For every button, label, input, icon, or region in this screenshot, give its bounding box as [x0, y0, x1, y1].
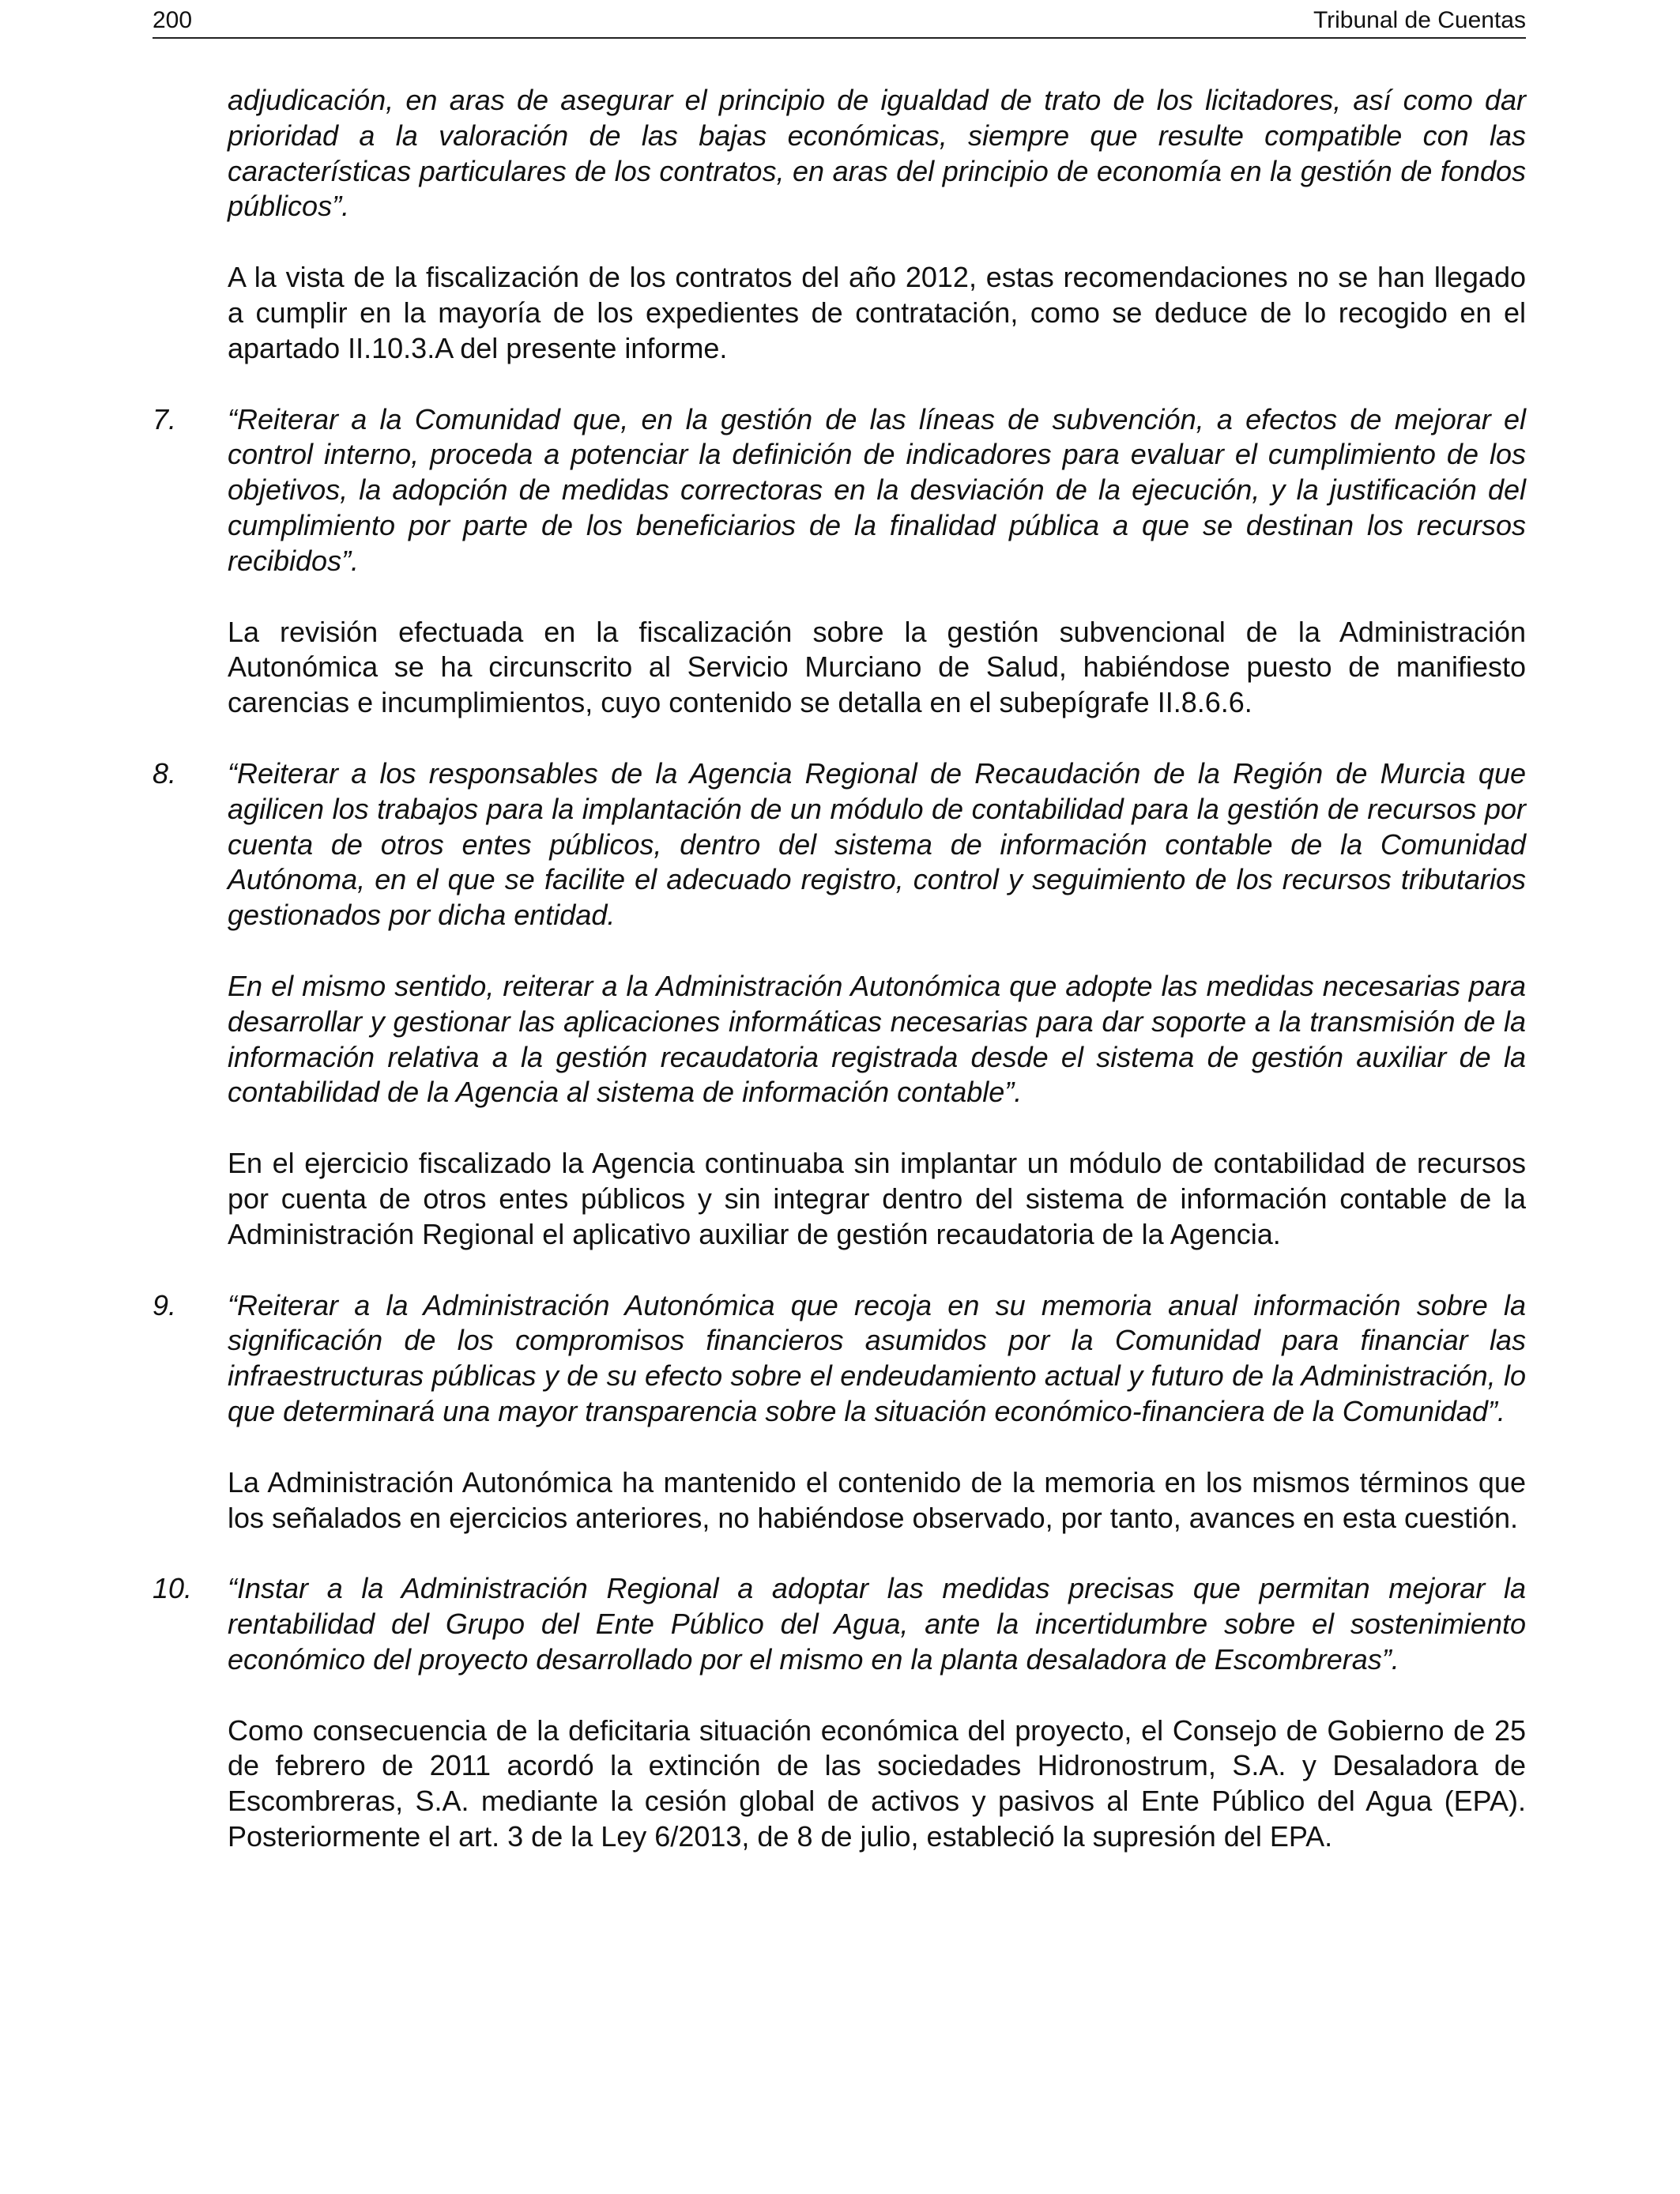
item-number: 10. — [153, 1572, 193, 1605]
quote-text: “Instar a la Administración Regional a adoptar las medidas precisas que permitan mejorar la rentabilidad del Grupo del Ente Público del Agua, ante la incertidumbre sobre el sostenimiento económico del proyecto desarrollado por el mismo en la planta desaladora de Escombreras”. — [228, 1572, 1526, 1676]
recommendation-8 — [153, 756, 1526, 933]
quote-text: adjudicación, en aras de asegurar el principio de igualdad de trato de los licitadores, así como dar prioridad a la valoración de las bajas económicas, siempre que resulte compatible con las características particulares de los contratos, en aras del principio de economía en la gestión de fondos públicos”. — [228, 84, 1526, 223]
page-header — [153, 0, 1526, 39]
body-paragraph — [153, 615, 1526, 721]
quote-text: En el mismo sentido, reiterar a la Administración Autonómica que adopte las medidas necesarias para desarrollar y gestionar las aplicaciones informáticas necesarias para dar soporte a la transmisión de la información relativa a la gestión recaudatoria registrada desde el sistema de gestión auxiliar de la contabilidad de la Agencia al sistema de información contable”. — [228, 969, 1526, 1109]
paragraph-text: En el ejercicio fiscalizado la Agencia continuaba sin implantar un módulo de contabilidad de recursos por cuenta de otros entes públicos y sin integrar dentro del sistema de información contable de la Administración Regional el aplicativo auxiliar de gestión recaudatoria de la Agencia. — [228, 1147, 1526, 1250]
quote-paragraph — [153, 969, 1526, 1110]
item-number: 7. — [153, 402, 177, 435]
paragraph-text: A la vista de la fiscalización de los contratos del año 2012, estas recomendaciones no se han llegado a cumplir en la mayoría de los expedientes de contratación, como se deduce de lo recogido en el apartado II.10.3.A del presente informe. — [228, 261, 1526, 364]
body-paragraph — [153, 260, 1526, 366]
page-number: 200 — [153, 7, 193, 33]
body-paragraph — [153, 1146, 1526, 1252]
paragraph-text: Como consecuencia de la deficitaria situación económica del proyecto, el Consejo de Gobierno de 25 de febrero de 2011 acordó la extinción de las sociedades Hidronostrum, S.A. y Desaladora de Escombreras, S.A. mediante la cesión global de activos y pasivos al Ente Público del Agua (EPA). Posteriormente el art. 3 de la Ley 6/2013, de 8 de julio, estableció la supresión del EPA. — [228, 1713, 1526, 1853]
document-body — [153, 83, 1526, 1891]
quote-text: “Reiterar a los responsables de la Agencia Regional de Recaudación de la Región de Murcia que agilicen los trabajos para la implantación de un módulo de contabilidad para la gestión de recursos por cuenta de otros entes públicos, dentro del sistema de información contable de la Comunidad Autónoma, en el que se facilite el adecuado registro, control y seguimiento de los recursos tributarios gestionados por dicha entidad. — [228, 756, 1526, 932]
quote-text: “Reiterar a la Administración Autonómica que recoja en su memoria anual información sobre la significación de los compromisos financieros asumidos por la Comunidad para financiar las infraestructuras públicas y de su efecto sobre el endeudamiento actual y futuro de la Administración, lo que determinará una mayor transparencia sobre la situación económico-financiera de la Comunidad”. — [228, 1288, 1526, 1427]
running-title: Tribunal de Cuentas — [1313, 7, 1526, 33]
body-paragraph — [153, 1465, 1526, 1536]
recommendation-9 — [153, 1288, 1526, 1430]
item-number: 9. — [153, 1288, 177, 1321]
quote-paragraph — [153, 83, 1526, 224]
paragraph-text: La revisión efectuada en la fiscalización sobre la gestión subvencional de la Administración Autonómica se ha circunscrito al Servicio Murciano de Salud, habiéndose puesto de manifiesto carencias e incumplimientos, cuyo contenido se detalla en el subepígrafe II.8.6.6. — [228, 615, 1526, 719]
recommendation-7 — [153, 402, 1526, 579]
recommendation-10 — [153, 1571, 1526, 1677]
quote-text: “Reiterar a la Comunidad que, en la gestión de las líneas de subvención, a efectos de mejorar el control interno, proceda a potenciar la definición de indicadores para evaluar el cumplimiento de los objetivos, la adopción de medidas correctoras en la desviación de la ejecución, y la justificación del cumplimiento por parte de los beneficiarios de la finalidad pública a que se destinan los recursos recibidos”. — [228, 402, 1526, 577]
body-paragraph — [153, 1713, 1526, 1855]
paragraph-text: La Administración Autonómica ha mantenido el contenido de la memoria en los mismos términos que los señalados en ejercicios anteriores, no habiéndose observado, por tanto, avances en esta cuestión. — [228, 1465, 1526, 1534]
item-number: 8. — [153, 756, 177, 790]
